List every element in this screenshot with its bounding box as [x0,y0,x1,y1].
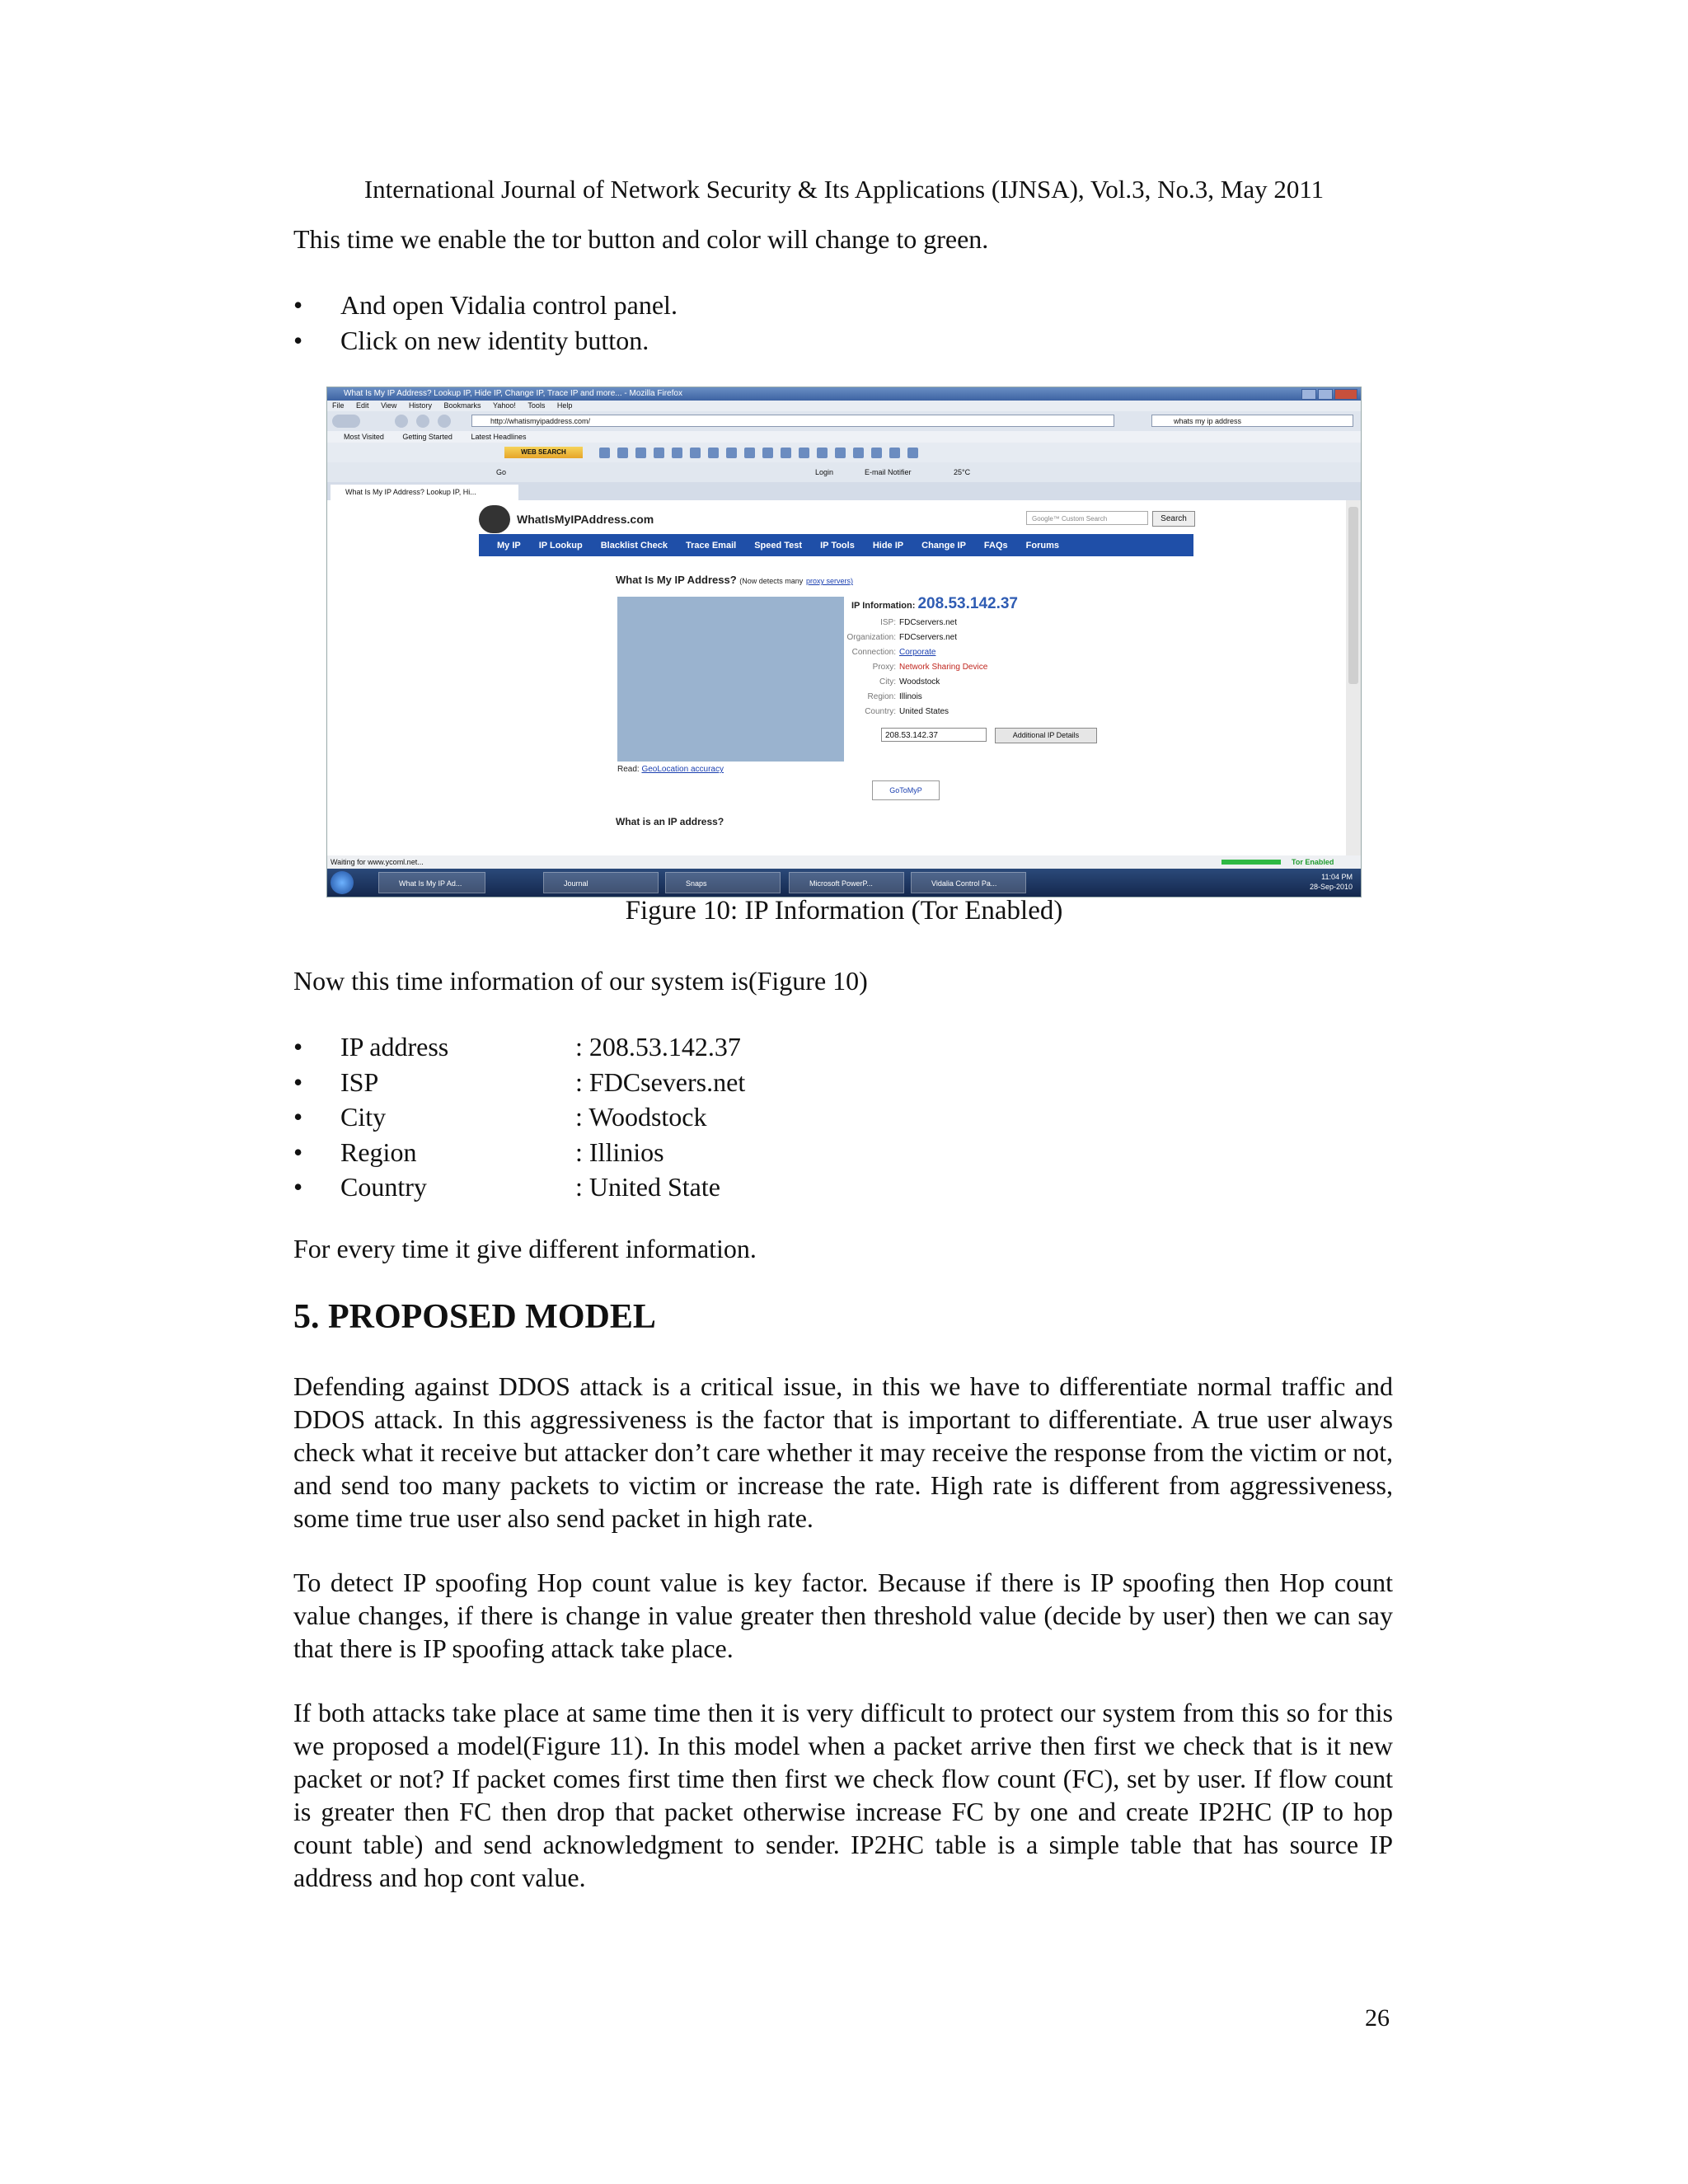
menu-view[interactable]: View [381,401,397,410]
login-button[interactable]: Login [815,468,834,476]
web-content [327,500,1346,855]
menu-history[interactable]: History [408,401,432,410]
tor-status-bar [1221,860,1281,865]
toolbar-icon[interactable] [907,448,918,458]
tor-status[interactable]: Tor Enabled [1292,858,1334,866]
figure-caption: Figure 10: IP Information (Tor Enabled) [625,896,1063,926]
list-item: • Region : Illinios [293,1135,745,1170]
nav-trace-email[interactable]: Trace Email [686,540,737,551]
toolbar-icon[interactable] [635,448,646,458]
ip-field-row [830,677,940,687]
toolbar-icon[interactable] [726,448,737,458]
paragraph-3: If both attacks take place at same time then it is very difficult to protect our system from this so for this we proposed a model(Figure 11). In this model when a packet arrive then first we check that is it new packet or not? If packet comes first time then first we check flow count (FC), set by user. If flow count is greater then FC then drop that packet otherwise increase FC by one and create IP2HC (IP to hop count table) and send acknowledgment to sender. IP2HC table is a simple table that has source IP address and hop cont value. [293,1698,1393,1892]
toolbar-icons [599,448,918,458]
nav-ip-lookup[interactable]: IP Lookup [538,540,583,551]
menu-tools[interactable]: Tools [528,401,546,410]
clock-date: 28-Sep-2010 [1309,883,1353,891]
weather-readout: 25°C [954,468,971,476]
nav-faqs[interactable]: FAQs [983,540,1008,551]
bookmark-getting-started[interactable]: Getting Started [402,433,452,441]
taskbar-item-journal[interactable]: Journal [543,872,659,893]
read-line [617,765,724,774]
every-time-text: For every time it give different information. [293,1234,757,1263]
nav-toolbar [327,411,1361,431]
taskbar-item-firefox[interactable]: What Is My IP Ad... [378,872,485,893]
field-key: Connection: [851,648,896,657]
window-title: What Is My IP Address? Lookup IP, Hide IP, Change IP, Trace IP and more... - Mozilla Firefox [344,389,682,398]
bookmark-most-visited[interactable]: Most Visited [344,433,384,441]
now-text: Now this time information of our system is(Figure 10) [293,966,868,996]
proxy-servers-link[interactable]: proxy servers) [805,577,853,585]
web-search-button[interactable]: WEB SEARCH [504,447,583,458]
scrollbar[interactable] [1346,500,1361,855]
list-item: • Country : United State [293,1169,745,1205]
field-key: Country: [865,707,896,716]
intro-text: This time we enable the tor button and color will change to green. [293,224,989,254]
geolocation-link[interactable]: GeoLocation accuracy [641,765,724,774]
taskbar-item-powerpoint[interactable]: Microsoft PowerP... [789,872,904,893]
list-item: • Click on new identity button. [293,323,678,359]
close-icon[interactable] [1334,389,1357,400]
step-text: Click on new identity button. [340,325,649,355]
field-key: Organization: [846,633,896,642]
info-value: : Woodstock [575,1102,707,1132]
toolbar-icon[interactable] [708,448,719,458]
info-value: : FDCsevers.net [575,1066,746,1097]
ip-field-row [830,618,957,627]
field-value: Network Sharing Device [899,663,988,672]
google-search-button[interactable]: Search [1152,511,1195,527]
search-input[interactable]: whats my ip address [1151,415,1353,427]
field-value: Illinois [899,692,922,701]
menu-bookmarks[interactable]: Bookmarks [443,401,481,410]
ip-input[interactable]: 208.53.142.37 [881,728,987,742]
ip-field-row [830,707,949,716]
info-label: City [340,1102,387,1132]
browser-tab[interactable]: What Is My IP Address? Lookup IP, Hi... [331,485,518,500]
window-controls [1301,389,1357,400]
nav-forums[interactable]: Forums [1025,540,1059,551]
question-note: (Now detects many [739,577,804,585]
toolbar-icon[interactable] [744,448,755,458]
field-value: United States [899,707,950,716]
list-item: • ISP : FDCsevers.net [293,1065,745,1100]
paragraph-1: Defending against DDOS attack is a critical issue, in this we have to differentiate normal traffic and DDOS attack. In this aggressiveness is the factor that is important to differentiate. A true user always check what it receive but attacker don’t care whether it may receive the response from the victim or not, and send too many packets to victim or increase the rate. High rate is different from aggressiveness, some time true user also send packet in high rate. [293,1371,1393,1533]
info-value: : United State [575,1172,720,1202]
bookmarks-bar [327,431,1361,443]
nav-ip-tools[interactable]: IP Tools [820,540,855,551]
gotomy-banner[interactable]: GoToMyP [872,780,940,800]
tab-bar [327,482,1361,500]
toolbar-icon[interactable] [817,448,828,458]
screenshot-figure [326,387,1362,898]
nav-my-ip[interactable]: My IP [497,540,521,551]
field-key: ISP: [880,618,896,627]
field-value: FDCservers.net [899,618,958,627]
go-button[interactable]: Go [496,468,507,476]
journal-header: International Journal of Network Security & Its Applications (IJNSA), Vol.3, No.3, May 2011 [363,175,1325,204]
read-label: Read: [617,765,640,774]
toolbar-icon[interactable] [654,448,664,458]
minimize-icon[interactable] [1301,389,1316,400]
clock[interactable] [1310,872,1353,892]
ip-label: IP Information: [851,601,916,611]
field-value: Woodstock [899,677,940,687]
bookmark-latest-headlines[interactable]: Latest Headlines [471,433,527,441]
menu-bar [327,401,1361,411]
taskbar-item-vidalia[interactable]: Vidalia Control Pa... [911,872,1026,893]
addon-toolbar [327,462,1361,482]
toolbar-icon[interactable] [599,448,610,458]
nav-change-ip[interactable]: Change IP [921,540,966,551]
field-key: City: [879,677,896,687]
ip-value: 208.53.142.37 [917,595,1018,612]
menu-file[interactable]: File [332,401,345,410]
menu-yahoo[interactable]: Yahoo! [493,401,516,410]
email-notifier[interactable]: E-mail Notifier [865,468,912,476]
info-value: : 208.53.142.37 [575,1032,741,1062]
maximize-icon[interactable] [1318,389,1333,400]
toolbar-icon[interactable] [690,448,701,458]
field-value: FDCservers.net [899,633,958,642]
additional-details-button[interactable]: Additional IP Details [995,728,1097,743]
list-item: • City : Woodstock [293,1099,745,1135]
info-value: : Illinios [575,1137,664,1167]
url-field[interactable]: http://whatismyipaddress.com/ [471,415,1114,427]
site-logo [479,505,654,533]
ip-field-row [830,648,935,657]
list-item: • IP address : 208.53.142.37 [293,1029,745,1065]
field-key: Proxy: [872,663,896,672]
ip-question [616,574,853,586]
back-button[interactable] [332,415,360,428]
section-heading: 5. PROPOSED MODEL [293,1298,656,1336]
menu-edit[interactable]: Edit [356,401,369,410]
site-nav [479,534,1193,556]
scrollbar-thumb[interactable] [1348,507,1358,684]
clock-time: 11:04 PM [1321,873,1353,881]
toolbar-icon[interactable] [853,448,864,458]
ip-info [851,595,1018,613]
toolbar-icon[interactable] [835,448,846,458]
ip-field-row [830,692,922,701]
reload-icon[interactable] [395,415,408,428]
info-list [293,1029,745,1205]
site-name: WhatIsMyIPAddress.com [517,513,654,526]
toolbar-icon[interactable] [871,448,882,458]
start-icon[interactable] [331,871,354,894]
window-titlebar [327,387,1361,401]
google-search-input[interactable]: Google™ Custom Search [1026,511,1148,525]
taskbar-item-snaps[interactable]: Snaps [665,872,781,893]
toolbar-icon[interactable] [617,448,628,458]
taskbar [327,869,1361,897]
nav-speed-test[interactable]: Speed Test [754,540,803,551]
info-label: Region [340,1137,417,1167]
info-label: Country [340,1172,427,1202]
toolbar-icon[interactable] [672,448,682,458]
toolbar-icon[interactable] [762,448,773,458]
toolbar-icon[interactable] [781,448,791,458]
question-title: What Is My IP Address? [616,574,737,586]
status-text: Waiting for www.ycoml.net... [331,858,424,866]
list-item: • And open Vidalia control panel. [293,288,678,323]
step-text: And open Vidalia control panel. [340,290,678,320]
map-image [617,597,844,762]
what-is-heading: What is an IP address? [616,816,724,827]
paragraph-2: To detect IP spoofing Hop count value is key factor. Because if there is IP spoofing then Hop count value changes, if there is change in value greater then threshold value (decide by user) then we can say that there is IP spoofing attack take place. [293,1568,1393,1663]
nav-hide-ip[interactable]: Hide IP [872,540,904,551]
eagle-logo-icon [479,505,510,533]
info-label: ISP [340,1066,379,1097]
menu-help[interactable]: Help [556,401,573,410]
ip-field-row [830,633,957,642]
field-key: Region: [867,692,896,701]
steps-list [293,288,678,358]
status-bar [327,855,1361,869]
toolbar-icon[interactable] [799,448,809,458]
nav-blacklist-check[interactable]: Blacklist Check [600,540,668,551]
toolbar-icon[interactable] [889,448,900,458]
connection-link[interactable]: Corporate [899,648,936,657]
ip-field-row [830,663,987,672]
page-number: 26 [1365,2004,1390,2032]
yahoo-toolbar [327,443,1361,462]
info-label: IP address [340,1032,449,1062]
home-icon[interactable] [438,415,451,428]
stop-icon[interactable] [416,415,429,428]
